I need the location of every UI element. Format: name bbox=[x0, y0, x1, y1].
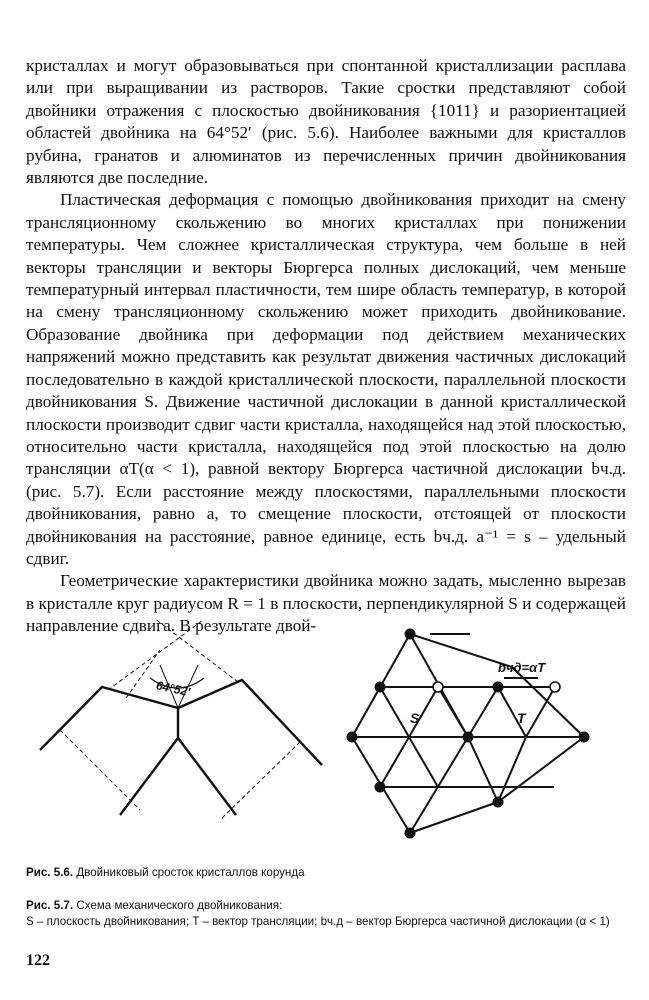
inner-v bbox=[120, 738, 236, 815]
caption-fig-5-7-title: Схема механического двойникования: bbox=[76, 899, 283, 912]
paragraph-3: Геометрические характеристики двойника можно задать, мысленно вырезав в кристалле круг радиусом R = 1 в плоскости, перпендикулярной S и содержащей направление сдвига. В результате двой- bbox=[26, 571, 626, 636]
caption-fig-5-7 bbox=[26, 898, 626, 930]
label-s: S bbox=[410, 710, 420, 726]
caption-fig-5-7-prefix: Рис. 5.7. bbox=[26, 899, 74, 912]
lattice-filled-nodes bbox=[347, 629, 590, 839]
caption-fig-5-6 bbox=[26, 865, 626, 881]
figures bbox=[0, 620, 649, 860]
caption-fig-5-6-prefix: Рис. 5.6. bbox=[26, 866, 74, 879]
twin-outline-left bbox=[40, 687, 178, 750]
dash-low-right bbox=[220, 742, 300, 820]
angle-label: 64°52′ bbox=[154, 678, 192, 700]
paragraph-2: Пластическая деформация с помощью двойникования приходит на смену трансляционному скольжению во многих кристаллах при понижении температуры. Чем сложнее кристаллическая структура, чем больше в ней векторы трансляции и векторы Бюргерса полных дислокаций, чем меньше температурный интервал пластичности, тем шире область температур, в которой на смену трансляционному скольжению может приходить двойникование. Образование двойника при деформации под действием механических напряжений можно представить как результат движения частичных дислокаций последовательно в каждой кристаллической плоскости, параллельной плоскости двойникования S. Движение частичной дислокации в данной кристаллической плоскости производит сдвиг части кристалла, находящейся над этой плоскостью, относительно части кристалла, находящейся под этой плоскостью на долю трансляции αT(α < 1), равной вектору Бюргерса частичной дислокации bч.д. (рис. 5.7). Если расстояние между плоскостями, параллельными плоскости двойникования, равно a, то смещение плоскости, отстоящей от плоскости двойникования на расстояние, равное единице, есть bч.д. a⁻¹ = s – удельный сдвиг. bbox=[26, 190, 626, 568]
label-t: T bbox=[517, 710, 526, 726]
page-number: 122 bbox=[26, 952, 50, 969]
twin-outline-right bbox=[178, 680, 322, 765]
paragraph-1: кристаллах и могут образовываться при спонтанной кристаллизации расплава или при выращивании из растворов. Такие сростки представляют собой двойники отражения с плоскостью двойникования {1011} и разориентацией областей двойника на 64°52′ (рис. 5.6). Наиболее важными для кристаллов рубина, гранатов и алюминатов из перечисленных причин двойникования являются две последние. bbox=[26, 56, 626, 188]
caption-fig-5-7-legend: S – плоскость двойникования; T – вектор трансляции; bч.д – вектор Бюргерса частичной дислокации (α < 1) bbox=[26, 915, 610, 928]
figure-5-6 bbox=[40, 620, 322, 820]
dash-low-left bbox=[60, 730, 140, 810]
label-vector: bчд=αT bbox=[498, 660, 546, 675]
body-text bbox=[26, 55, 626, 638]
caption-fig-5-6-text: Двойниковый сросток кристаллов корунда bbox=[76, 866, 305, 879]
